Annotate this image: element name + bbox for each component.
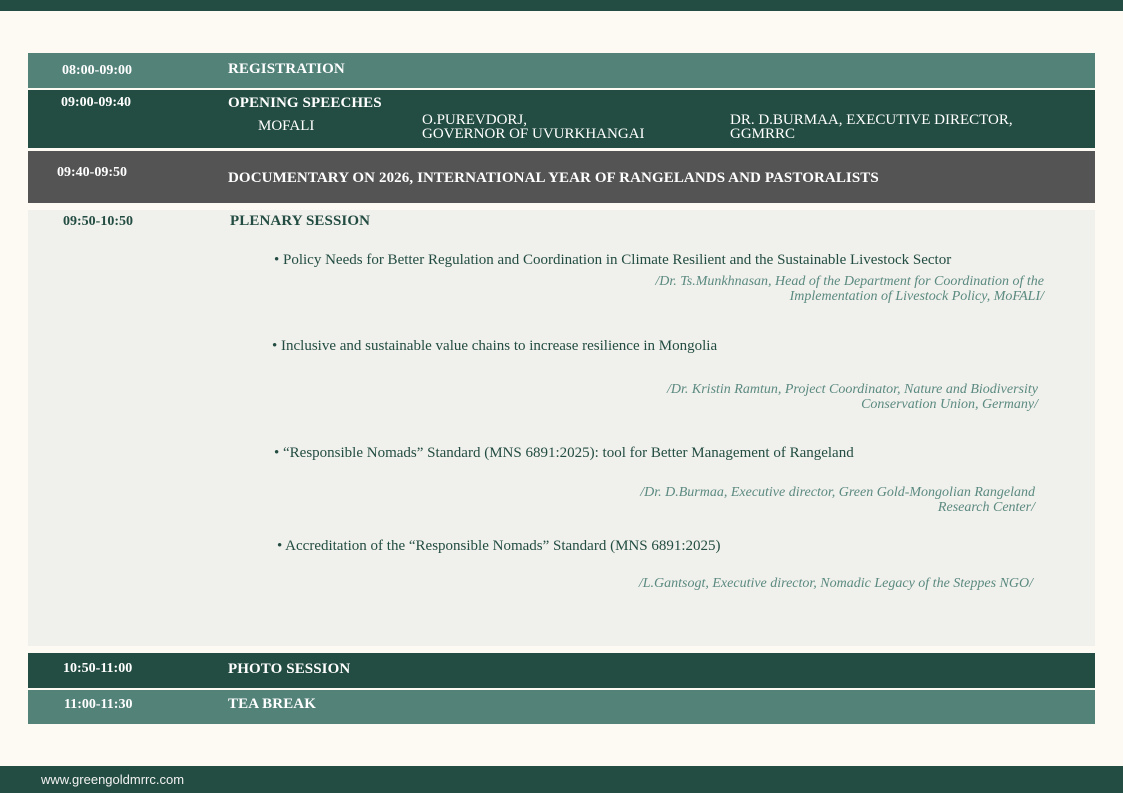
agenda-row-opening <box>28 90 1095 148</box>
agenda-row-registration <box>28 53 1095 88</box>
speaker-name: DR. D.BURMAA, EXECUTIVE DIRECTOR, <box>730 112 1013 128</box>
speaker-role: GOVERNOR OF UVURKHANGAI <box>422 126 645 142</box>
time-label: 09:40-09:50 <box>57 165 127 180</box>
plenary-topic: • Inclusive and sustainable value chains to increase resilience in Mongolia <box>272 338 718 354</box>
speaker-governor <box>422 113 645 141</box>
plenary-speaker <box>667 382 1038 412</box>
plenary-speaker <box>655 274 1044 304</box>
speaker-line: Implementation of Livestock Policy, MoFALI/ <box>789 289 1044 304</box>
speaker-line: Conservation Union, Germany/ <box>861 397 1038 412</box>
session-title: TEA BREAK <box>228 696 317 712</box>
session-title: PHOTO SESSION <box>228 661 351 677</box>
speaker-mofali: MOFALI <box>258 118 315 134</box>
speaker-line: /Dr. D.Burmaa, Executive director, Green Gold-Mongolian Rangeland <box>640 485 1035 500</box>
time-label: 09:00-09:40 <box>61 95 131 110</box>
session-title: PLENARY SESSION <box>230 213 371 229</box>
plenary-speaker <box>640 485 1035 515</box>
session-title: REGISTRATION <box>228 61 345 77</box>
session-title: OPENING SPEECHES <box>228 95 382 111</box>
speaker-org: GGMRRC <box>730 126 796 142</box>
plenary-topic: • “Responsible Nomads” Standard (MNS 6891:2025): tool for Better Management of Rangeland <box>274 445 854 461</box>
speaker-line: /Dr. Kristin Ramtun, Project Coordinator, Nature and Biodiversity <box>667 382 1038 397</box>
speaker-line: /Dr. Ts.Munkhnasan, Head of the Department for Coordination of the <box>655 274 1044 289</box>
agenda-row-documentary <box>28 151 1095 203</box>
website-url: www.greengoldmrrc.com <box>41 772 185 787</box>
time-label: 10:50-11:00 <box>63 661 133 676</box>
footer-bar <box>0 766 1123 793</box>
agenda-row-plenary <box>28 210 1095 646</box>
plenary-topic: • Policy Needs for Better Regulation and Coordination in Climate Resilient and the Sustainable Livestock Sector <box>274 252 952 268</box>
speaker-line: Research Center/ <box>937 500 1035 515</box>
session-title: DOCUMENTARY ON 2026, INTERNATIONAL YEAR OF RANGELANDS AND PASTORALISTS <box>228 170 879 186</box>
speaker-director <box>730 113 1013 141</box>
agenda-row-photo <box>28 653 1095 688</box>
plenary-topic: • Accreditation of the “Responsible Nomads” Standard (MNS 6891:2025) <box>277 538 721 554</box>
agenda-row-tea <box>28 690 1095 724</box>
speaker-name: O.PUREVDORJ, <box>422 112 528 128</box>
time-label: 09:50-10:50 <box>63 214 133 229</box>
top-bar <box>0 0 1123 11</box>
time-label: 11:00-11:30 <box>64 697 133 712</box>
time-label: 08:00-09:00 <box>62 63 132 78</box>
plenary-speaker <box>639 576 1033 591</box>
speaker-line: /L.Gantsogt, Executive director, Nomadic Legacy of the Steppes NGO/ <box>638 576 1033 591</box>
